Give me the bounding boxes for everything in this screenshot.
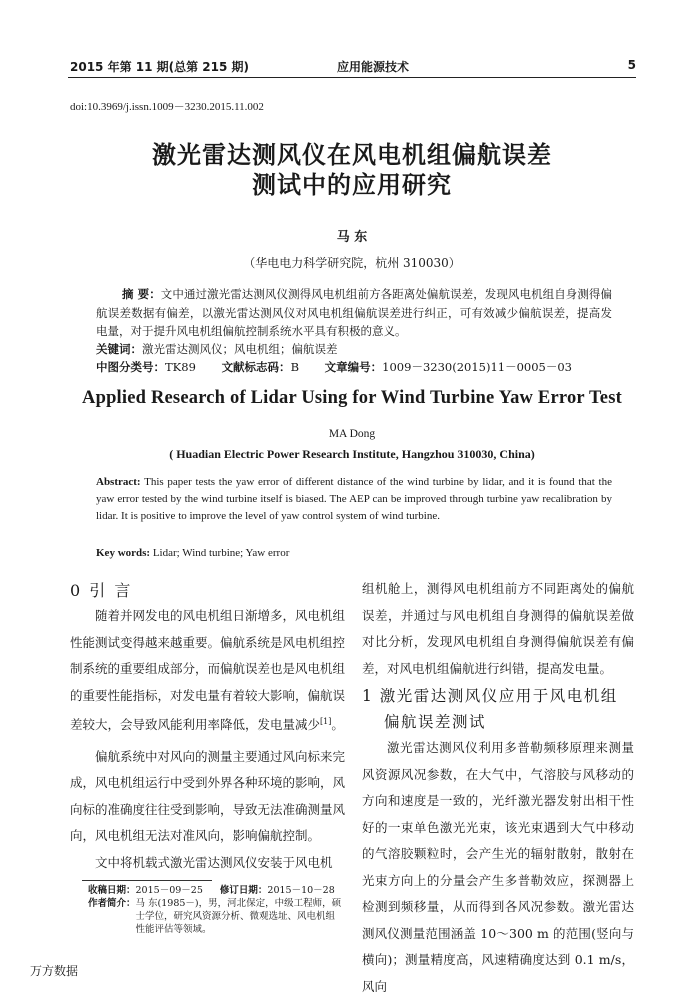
title-cn-line-2: 测试中的应用研究	[252, 170, 452, 199]
header-rule	[68, 77, 636, 78]
footnote	[88, 884, 343, 936]
keywords-cn	[96, 340, 612, 359]
section-0-paragraph-2: 偏航系统中对风向的测量主要通过风向标来完成，风电机组运行中受到外界各种环境的影响，风向标的准确度往往受到影响，导致无法准确测量风向，风电机组无法对准风向，影响偏航控制。	[70, 748, 346, 844]
watermark: 万方数据	[30, 964, 79, 978]
abstract-cn-label: 摘 要：	[122, 287, 161, 301]
affiliation-cn: （华电电力科学研究院，杭州 310030）	[243, 256, 461, 270]
keywords-en-label: Key words:	[96, 547, 151, 559]
title-cn-line-1: 激光雷达测风仪在风电机组偏航误差	[152, 140, 552, 169]
abstract-en-text: This paper tests the yaw error of different distance of the wind turbine by lidar, and it is found that the yaw error tested by the wind turbine itself is biased. The AEP can be improved through turbine yaw recalibration by lidar. It is positive to improve the level of yaw control system of wind turbine.	[96, 476, 612, 522]
abstract-en	[96, 474, 612, 525]
abstract-cn-text: 文中通过激光雷达测风仪测得风电机组前方各距离处偏航误差，发现风电机组自身测得偏航误差数据有偏差，以激光雷达测风仪对风电机组偏航误差进行纠正，可有效减少偏航误差，提高发电量，对于提升风电机组偏航控制系统水平具有积极的意义。	[96, 287, 612, 338]
keywords-en	[96, 545, 612, 562]
doi: doi:10.3969/j.issn.1009－3230.2015.11.002	[70, 101, 264, 113]
title-en: Applied Research of Lidar Using for Wind Turbine Yaw Error Test	[82, 388, 622, 408]
article-no-label: 文章编号：	[324, 360, 383, 374]
section-1-paragraph-1: 激光雷达测风仪利用多普勒频移原理来测量风资源风况参数，在大气中，气溶胶与风移动的方向和速度是一致的，光纤激光器发射出相干性好的一束单色激光光束，该光束遇到大气中移动的气溶胶颗粒时，会产生光的辐射散射，散射在光束方向上的分量会产生多普勒效应，探测器上检测到频移量，从而得到各风况参数。激光雷达测风仪测量范围涵盖 10～300 m 的范围(竖向与横向)；测量精度高，风速精确度达到 0.1 m/s，风向	[362, 740, 634, 994]
clc-label: 中图分类号：	[96, 360, 165, 374]
section-0-paragraph-3: 文中将机载式激光雷达测风仪安装于风电机	[95, 854, 333, 870]
classification-line	[96, 358, 612, 377]
section-0-heading: 0 引 言	[70, 581, 133, 600]
citation-ref: [1]	[320, 717, 332, 726]
doc-code-value: B	[290, 360, 300, 374]
doc-code-label: 文献标志码：	[221, 360, 291, 374]
right-column-continuation: 组机舱上，测得风电机组前方不同距离处的偏航误差，并通过与风电机组自身测得的偏航误差做对比分析，发现风电机组自身测得偏航误差有偏差，对风电机组偏航进行纠错，提高发电量。	[362, 581, 634, 676]
article-no-value: 1009－3230(2015)11－0005－03	[382, 360, 572, 374]
footnote-bio: 作者简介： 马 东(1985－)，男，河北保定，中级工程师，硕士学位，研究风资源分析、微观选址、风电机组性能评估等领域。	[88, 898, 342, 935]
abstract-en-label: Abstract:	[96, 476, 141, 488]
footnote-dates: 收稿日期：2015－09－25 修订日期：2015－10－28	[88, 885, 335, 896]
header-issue: 2015 年第 11 期(总第 215 期)	[70, 60, 250, 74]
left-column	[70, 603, 345, 876]
keywords-cn-label: 关键词：	[96, 342, 142, 356]
affiliation-en: ( Huadian Electric Power Research Institute, Hangzhou 310030, China)	[169, 447, 535, 461]
keywords-en-text: Lidar; Wind turbine; Yaw error	[152, 547, 290, 559]
author-cn: 马 东	[336, 230, 368, 245]
clc-value: TK89	[165, 360, 196, 374]
author-en: MA Dong	[328, 428, 376, 440]
header-journal: 应用能源技术	[336, 60, 409, 74]
section-0-paragraph-1: 随着并网发电的风电机组日渐增多，风电机组性能测试变得越来越重要。偏航系统是风电机组控制系统的重要组成部分，而偏航误差也是风电机组的重要性能指标，对发电量有着较大影响，偏航误差较大，会导致风能利用率降低，发电量减少[1]。	[70, 608, 346, 733]
title-cn	[68, 140, 636, 200]
footnote-rule	[82, 880, 212, 881]
right-column	[362, 576, 634, 1000]
header-page-number: 5	[627, 58, 636, 72]
abstract-cn	[96, 285, 612, 341]
keywords-cn-text: 激光雷达测风仪；风电机组；偏航误差	[142, 342, 338, 356]
section-1-heading: 1 激光雷达测风仪应用于风电机组 偏航误差测试	[362, 687, 618, 731]
